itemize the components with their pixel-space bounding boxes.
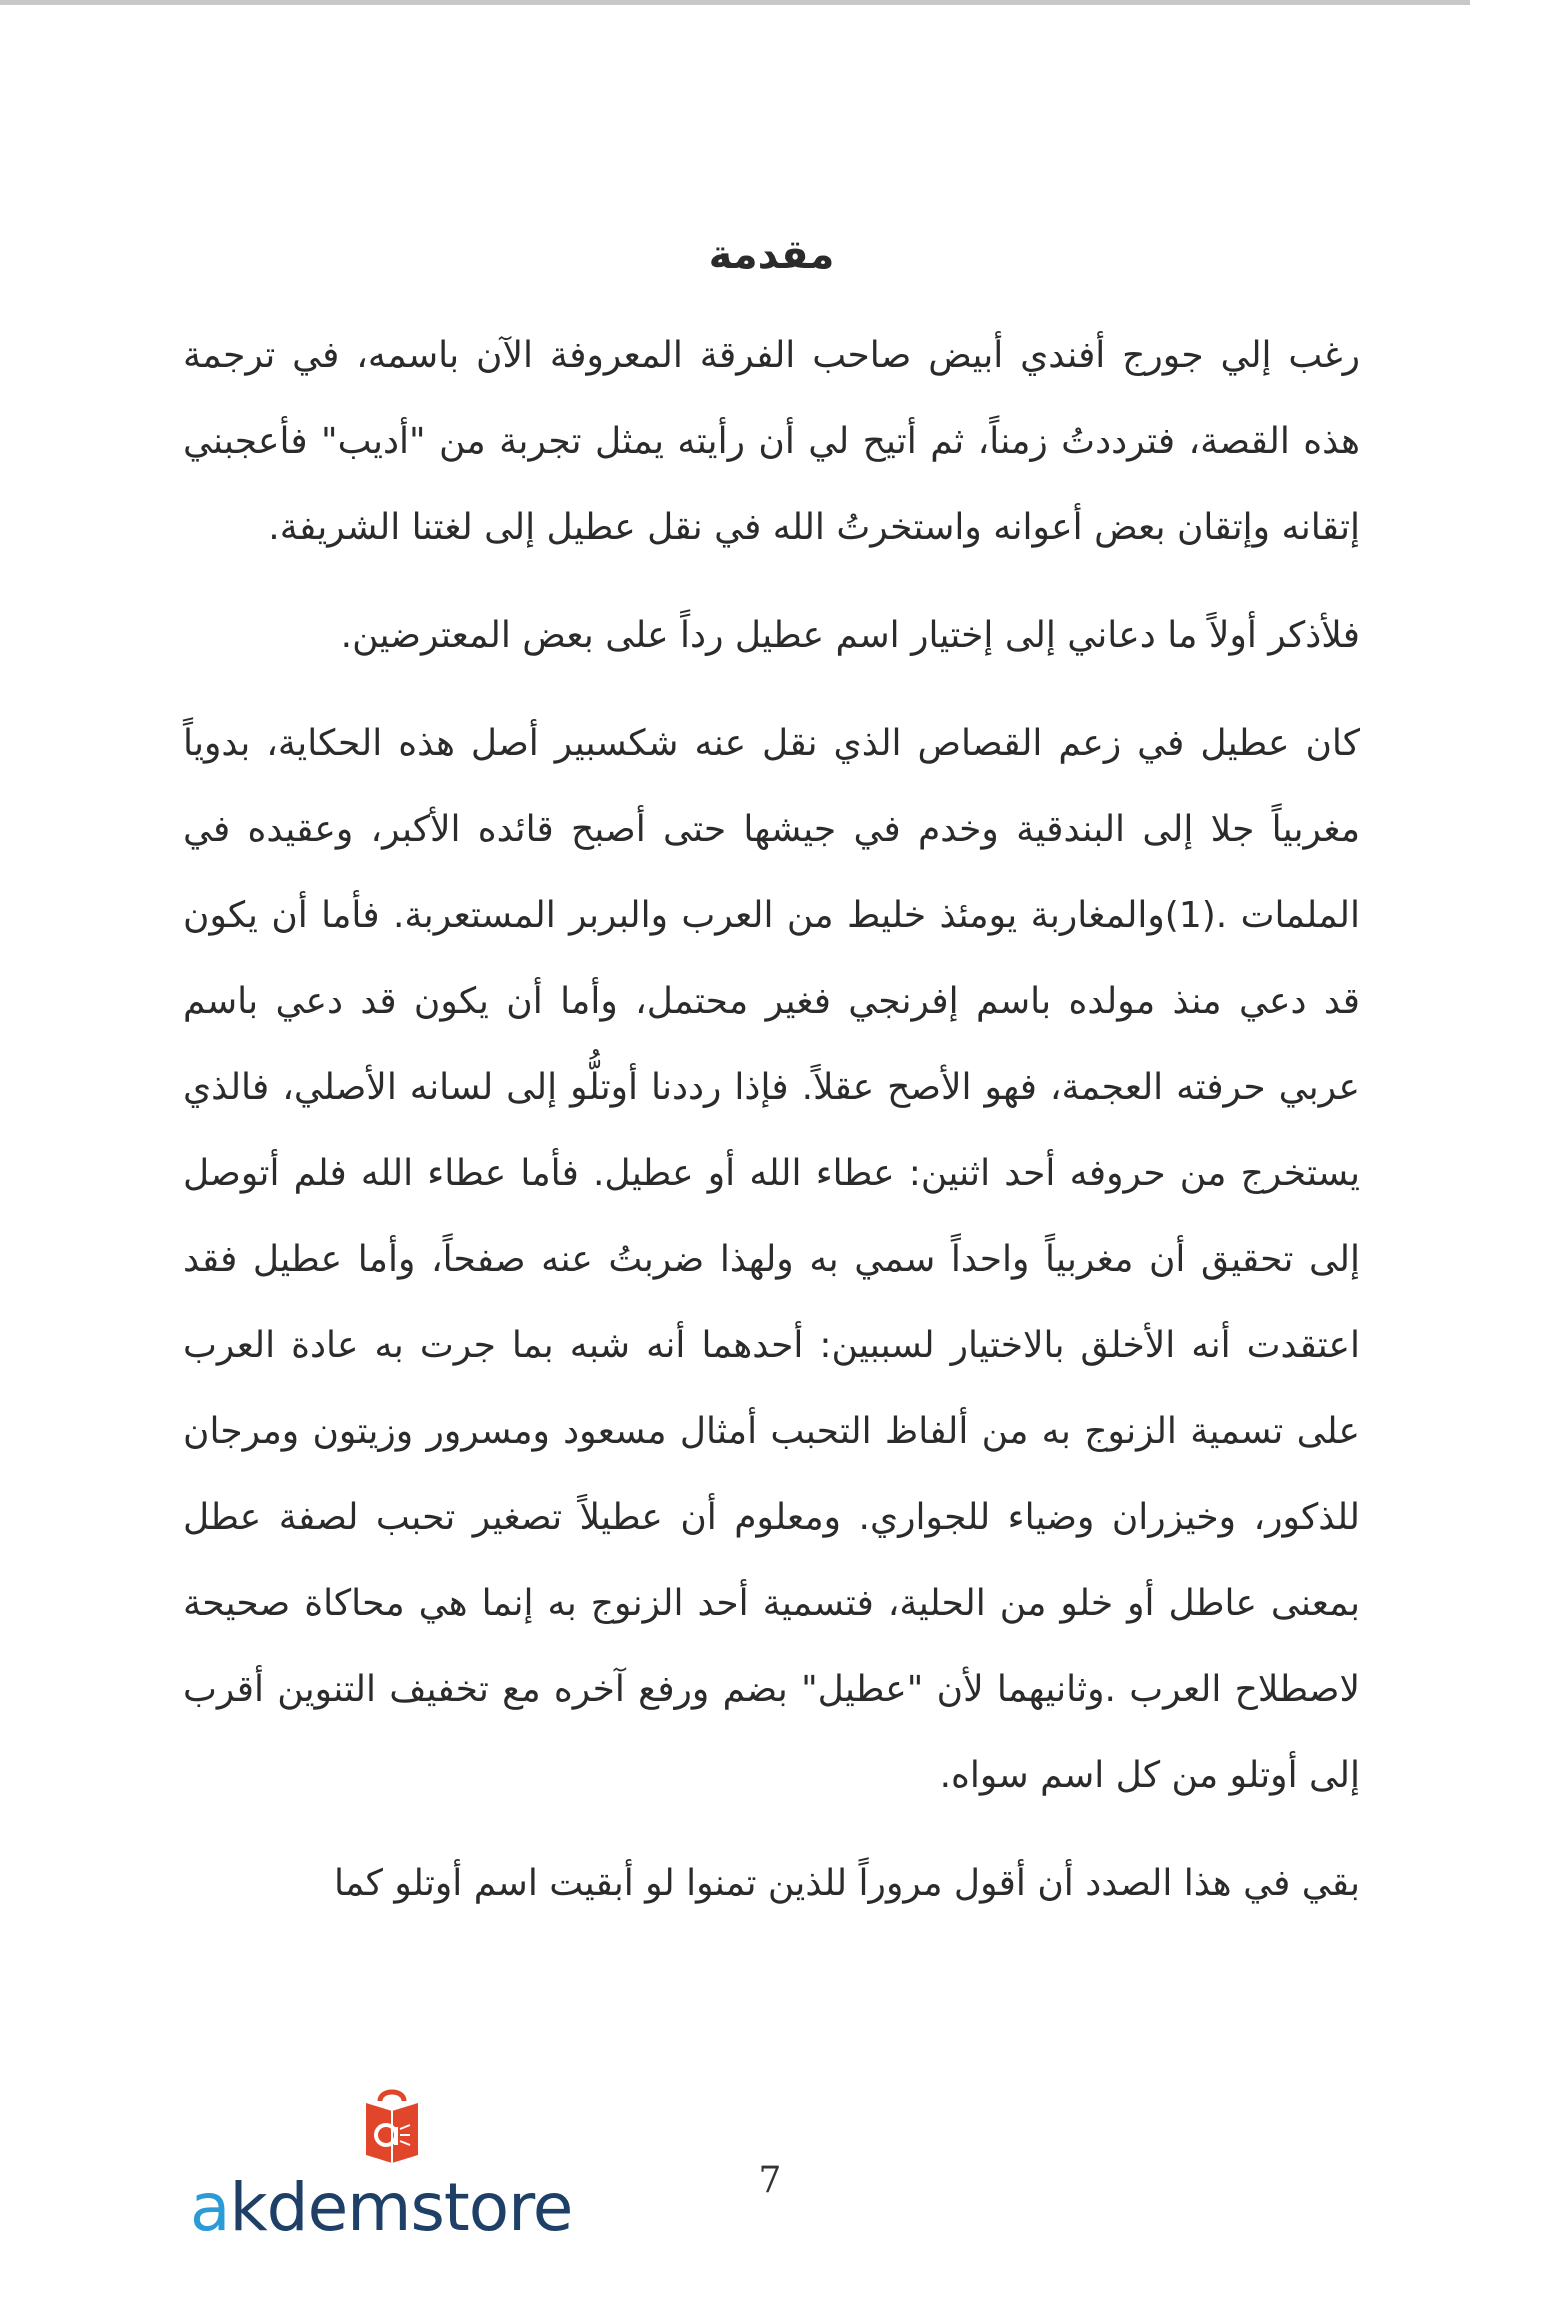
logo-wordmark-a: a (190, 2169, 230, 2246)
logo-wordmark (190, 2169, 573, 2246)
page-body (183, 215, 1360, 1949)
logo-wordmark-rest: kdemstore (229, 2169, 573, 2246)
paragraph-3: كان عطيل في زعم القصاص الذي نقل عنه شكسبير أصل هذه الحكاية، بدوياً مغربياً جلا إلى البندقية وخدم في جيشها حتى أصبح قائده الأكبر، وعقيده في الملمات .(1)والمغاربة يومئذ خليط من العرب والبربر المستعربة. فأما أن يكون قد دعي منذ مولده باسم إفرنجي فغير محتمل، وأما أن يكون قد دعي باسم عربي حرفته العجمة، فهو الأصح عقلاً. فإذا رددنا أوتلُّو إلى لسانه الأصلي، فالذي يستخرج من حروفه أحد اثنين: عطاء الله أو عطيل. فأما عطاء الله فلم أتوصل إلى تحقيق أن مغربياً واحداً سمي به ولهذا ضربتُ عنه صفحاً، وأما عطيل فقد اعتقدت أنه الأخلق بالاختيار لسببين: أحدهما أنه شبه بما جرت به عادة العرب على تسمية الزنوج به من ألفاظ التحبب أمثال مسعود ومسرور وزيتون ومرجان للذكور، وخيزران وضياء للجواري. ومعلوم أن عطيلاً تصغير تحبب لصفة عطل بمعنى عاطل أو خلو من الحلية، فتسمية أحد الزنوج به إنما هي محاكاة صحيحة لاصطلاح العرب .وثانيهما لأن "عطيل" بضم ورفع آخره مع تخفيف التنوين أقرب إلى أوتلو من كل اسم سواه. (183, 723, 1360, 1796)
open-book-badge-icon (360, 2085, 424, 2175)
paragraph-4: بقي في هذا الصدد أن أقول مروراً للذين تمنوا لو أبقيت اسم أوتلو كما (333, 1863, 1360, 1904)
paragraph-1: رغب إلي جورج أفندي أبيض صاحب الفرقة المعروفة الآن باسمه، في ترجمة هذه القصة، فترددتُ زمناً، ثم أتيح لي أن رأيته يمثل تجربة من "أديب" فأعجبني إتقانه وإتقان بعض أعوانه واستخرتُ الله في نقل عطيل إلى لغتنا الشريفة. (183, 335, 1360, 548)
page-number: 7 (758, 2160, 782, 2201)
top-edge-rule (0, 0, 1470, 5)
akdemstore-logo (190, 2085, 630, 2245)
paragraph-2: فلأذكر أولاً ما دعاني إلى إختيار اسم عطيل رداً على بعض المعترضين. (340, 615, 1360, 656)
page-title: مقدمة (708, 232, 835, 278)
